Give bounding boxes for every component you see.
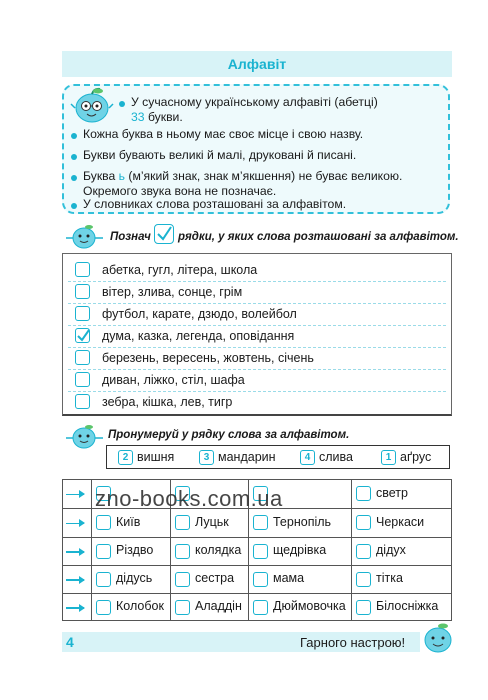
task2-instruction: Пронумеруй у рядку слова за алфавітом. xyxy=(108,429,350,441)
info-line: Окремого звука вона не позначає. xyxy=(83,184,277,198)
grid-word: Луцьк xyxy=(195,514,229,529)
order-number: 4 xyxy=(300,450,315,465)
info-text: букви. xyxy=(144,110,183,124)
checkmark-icon xyxy=(76,329,90,343)
arrow-icon xyxy=(66,523,84,525)
number-box[interactable] xyxy=(253,600,268,615)
row-checkbox[interactable] xyxy=(75,284,90,299)
row-checkbox[interactable] xyxy=(75,394,90,409)
example-word: аґрус xyxy=(400,450,432,464)
bullet-icon xyxy=(119,101,125,107)
order-number: 2 xyxy=(118,450,133,465)
example-word: мандарин xyxy=(218,450,276,464)
row-text: зебра, кішка, лев, тигр xyxy=(102,395,233,409)
letter-count: 33 xyxy=(131,110,145,124)
grid-word: дідух xyxy=(376,543,406,557)
grid-word: Тернопіль xyxy=(273,514,332,529)
grid-word: Дюймовочка xyxy=(273,599,346,613)
info-line: Букви бувають великі й малі, друковані й писані. xyxy=(83,148,357,162)
number-box[interactable] xyxy=(356,544,371,559)
info-text: (м’який знак, знак м’якшення) не буває великою. xyxy=(125,169,403,183)
info-line xyxy=(131,110,183,125)
grid-word: Черкаси xyxy=(376,514,425,529)
info-line: Кожна буква в ньому має своє місце і свою назву. xyxy=(83,127,364,141)
number-box[interactable] xyxy=(253,572,268,587)
bullet-icon xyxy=(71,203,77,209)
task1-instruction-rest: рядки, у яких слова розташовані за алфавітом. xyxy=(178,231,459,243)
grid-word: щедрівка xyxy=(273,543,327,557)
task1-instruction xyxy=(110,231,151,243)
grid-word: колядка xyxy=(195,543,242,557)
checkbox-sample xyxy=(154,224,174,244)
grid-row-line xyxy=(62,593,452,594)
grid-word: мама xyxy=(273,571,305,585)
row-text: футбол, карате, дзюдо, волейбол xyxy=(102,307,297,321)
row-text: диван, ліжко, стіл, шафа xyxy=(102,373,245,387)
number-box[interactable] xyxy=(253,544,268,559)
bullet-icon xyxy=(71,133,77,139)
apple-mascot-icon xyxy=(62,224,106,250)
number-box[interactable] xyxy=(96,600,111,615)
arrow-icon xyxy=(66,579,84,581)
apple-mascot-icon xyxy=(62,424,106,450)
grid-word: Аладдін xyxy=(195,599,242,613)
page-number: 4 xyxy=(66,634,74,650)
number-box[interactable] xyxy=(356,600,371,615)
number-box[interactable] xyxy=(175,515,190,530)
info-text: Буква xyxy=(83,169,119,183)
row-text: вітер, злива, сонце, грім xyxy=(102,285,243,299)
page-title: Алфавіт xyxy=(62,51,452,77)
number-box[interactable] xyxy=(356,486,371,501)
row-checkbox[interactable] xyxy=(75,328,90,343)
number-box[interactable] xyxy=(175,544,190,559)
arrow-icon xyxy=(66,551,84,553)
row-text: березень, вересень, жовтень, січень xyxy=(102,351,314,365)
arrow-icon xyxy=(66,607,84,609)
order-number: 3 xyxy=(199,450,214,465)
grid-row-line xyxy=(62,565,452,566)
info-line xyxy=(83,169,402,184)
grid-word: дідусь xyxy=(116,571,153,585)
grid-word: Київ xyxy=(116,514,141,529)
number-box[interactable] xyxy=(175,572,190,587)
arrow-icon xyxy=(66,494,84,496)
example-word: вишня xyxy=(137,450,175,464)
row-checkbox[interactable] xyxy=(75,350,90,365)
grid-word: Різдво xyxy=(116,543,154,557)
row-separator xyxy=(68,281,446,282)
grid-col-line xyxy=(351,479,352,621)
grid-row-line xyxy=(62,537,452,538)
row-separator xyxy=(68,325,446,326)
row-checkbox[interactable] xyxy=(75,372,90,387)
grid-word: светр xyxy=(376,485,408,500)
watermark: zno-books.com.ua xyxy=(95,486,283,511)
apple-mascot-icon xyxy=(70,86,114,126)
grid-word: тітка xyxy=(376,571,403,585)
row-separator xyxy=(68,391,446,392)
checkmark-icon xyxy=(155,225,173,243)
apple-mascot-icon xyxy=(418,620,458,656)
soft-sign-letter: ь xyxy=(118,169,126,183)
info-line: У словниках слова розташовані за алфавітом. xyxy=(83,197,347,211)
number-box[interactable] xyxy=(356,572,371,587)
bullet-icon xyxy=(71,175,77,181)
bullet-icon xyxy=(71,154,77,160)
grid-col-line xyxy=(91,479,92,621)
row-checkbox[interactable] xyxy=(75,306,90,321)
number-box[interactable] xyxy=(253,515,268,530)
grid-word: сестра xyxy=(195,571,235,585)
number-box[interactable] xyxy=(175,600,190,615)
row-separator xyxy=(68,347,446,348)
task-text: Познач xyxy=(110,231,151,243)
number-box[interactable] xyxy=(96,515,111,530)
row-text: абетка, гугл, літера, школа xyxy=(102,263,258,277)
row-separator xyxy=(68,303,446,304)
footer-text: Гарного настрою! xyxy=(300,635,406,650)
grid-word: Білосніжка xyxy=(376,599,439,613)
order-number: 1 xyxy=(381,450,396,465)
number-box[interactable] xyxy=(96,572,111,587)
row-separator xyxy=(68,369,446,370)
row-checkbox[interactable] xyxy=(75,262,90,277)
grid-word: Колобок xyxy=(116,599,164,613)
number-box[interactable] xyxy=(356,515,371,530)
row-text: дума, казка, легенда, оповідання xyxy=(102,329,295,343)
info-line: У сучасному українському алфавіті (абетці) xyxy=(131,95,378,109)
number-box[interactable] xyxy=(96,544,111,559)
example-word: слива xyxy=(319,450,353,464)
